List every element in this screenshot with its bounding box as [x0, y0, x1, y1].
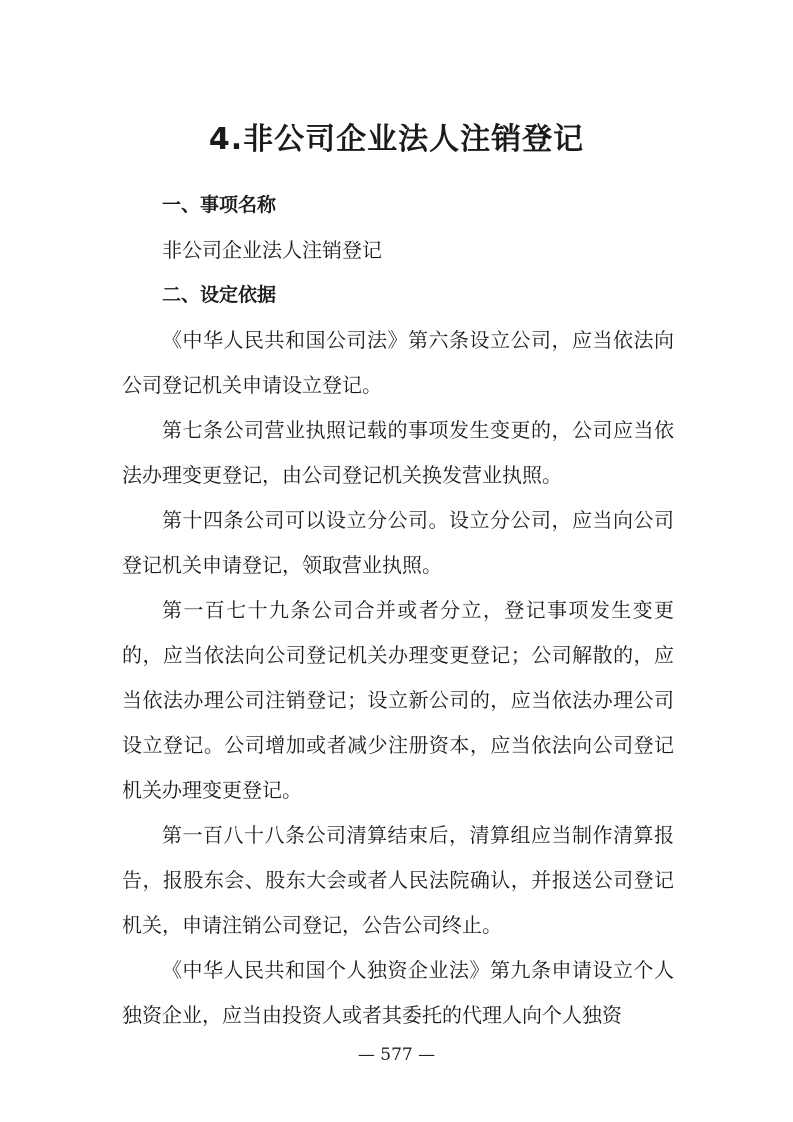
paragraph: 《中华人民共和国公司法》第六条设立公司，应当依法向公司登记机关申请设立登记。: [122, 328, 674, 397]
page-number: — 577 —: [357, 1045, 436, 1065]
section-heading-legal-basis: 二、设定依据: [162, 284, 277, 306]
paragraph: 《中华人民共和国个人独资企业法》第九条申请设立个人独资企业，应当由投资人或者其委托的代理人向个人独资: [122, 958, 674, 1027]
document-body: [122, 183, 674, 1038]
item-name-text: 非公司企业法人注销登记: [162, 238, 382, 262]
paragraph: 第十四条公司可以设立分公司。设立分公司，应当向公司登记机关申请登记，领取营业执照。: [122, 508, 674, 577]
paragraph: 第七条公司营业执照记载的事项发生变更的，公司应当依法办理变更登记，由公司登记机关换发营业执照。: [122, 418, 674, 487]
document-title: 4.非公司企业法人注销登记: [208, 122, 585, 158]
paragraph: 第一百八十八条公司清算结束后，清算组应当制作清算报告，报股东会、股东大会或者人民法院确认，并报送公司登记机关，申请注销公司登记，公告公司终止。: [122, 823, 674, 937]
paragraph: 第一百七十九条公司合并或者分立，登记事项发生变更的，应当依法向公司登记机关办理变更登记；公司解散的，应当依法办理公司注销登记；设立新公司的，应当依法办理公司设立登记。公司增加或者减少注册资本，应当依法向公司登记机关办理变更登记。: [122, 598, 674, 802]
section-heading-item-name: 一、事项名称: [162, 194, 277, 216]
